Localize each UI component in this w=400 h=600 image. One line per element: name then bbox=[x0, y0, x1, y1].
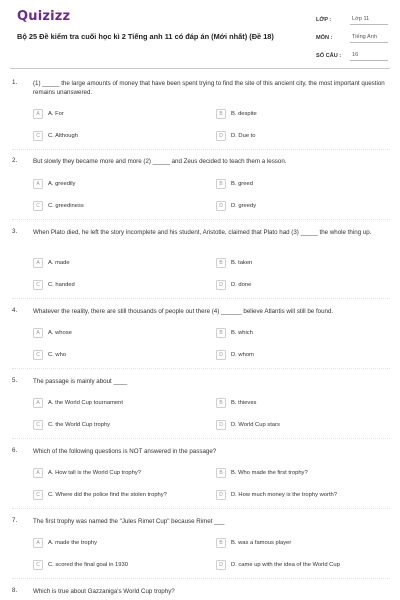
question-text: The first trophy was named the "Jules Rimet Cup" because Rimet ___ bbox=[33, 518, 225, 525]
option-a[interactable] bbox=[33, 538, 97, 548]
option-text: B. Who made the first trophy? bbox=[231, 470, 308, 476]
option-text: A. How tall is the World Cup trophy? bbox=[48, 470, 142, 476]
option-letter-box: B bbox=[216, 109, 226, 119]
question-number: 6. bbox=[12, 447, 18, 454]
meta-value: 16 bbox=[350, 51, 388, 61]
option-text: B. thieves bbox=[231, 400, 257, 406]
option-c[interactable] bbox=[33, 201, 84, 211]
meta-label: LỚP : bbox=[316, 17, 332, 23]
option-text: C. scored the final goal in 1930 bbox=[48, 562, 128, 568]
option-text: A. whose bbox=[48, 330, 72, 336]
option-letter-box: C bbox=[33, 350, 43, 360]
option-text: B. despite bbox=[231, 111, 257, 117]
header-divider bbox=[10, 68, 390, 69]
question-number: 5. bbox=[12, 377, 18, 384]
option-letter-box: D bbox=[216, 201, 226, 211]
option-text: C. who bbox=[48, 352, 67, 358]
option-b[interactable] bbox=[216, 258, 252, 268]
option-letter-box: A bbox=[33, 468, 43, 478]
option-b[interactable] bbox=[216, 538, 291, 548]
question-number: 7. bbox=[12, 517, 18, 524]
option-text: C. greediness bbox=[48, 203, 84, 209]
question-text: But slowly they became more and more (2) _____ and Zeus decided to teach them a lesson. bbox=[33, 158, 287, 165]
option-text: D. came up with the idea of the World Cup bbox=[231, 562, 340, 568]
option-text: A. For bbox=[48, 111, 64, 117]
meta-row-question-count bbox=[316, 47, 388, 65]
meta-row-class bbox=[316, 11, 388, 29]
option-text: C. handed bbox=[48, 282, 75, 288]
option-letter-box: C bbox=[33, 490, 43, 500]
meta-table bbox=[316, 11, 388, 65]
option-text: C. Where did the police find the stolen trophy? bbox=[48, 492, 167, 498]
option-letter-box: B bbox=[216, 258, 226, 268]
question-number: 2. bbox=[12, 157, 18, 164]
question-text: The passage is mainly about ____ bbox=[33, 378, 128, 385]
option-letter-box: D bbox=[216, 560, 226, 570]
option-a[interactable] bbox=[33, 468, 141, 478]
meta-label: MÔN : bbox=[316, 35, 333, 41]
option-d[interactable] bbox=[216, 560, 340, 570]
meta-value: Tiếng Anh bbox=[350, 33, 388, 43]
option-a[interactable] bbox=[33, 398, 123, 408]
question-number: 1. bbox=[12, 79, 18, 86]
option-letter-box: C bbox=[33, 280, 43, 290]
question-text: When Plato died, he left the story incomplete and his student, Aristotle, claimed that Plato had (3) _____ the whole thing up. bbox=[33, 229, 372, 236]
option-d[interactable] bbox=[216, 350, 254, 360]
option-letter-box: C bbox=[33, 201, 43, 211]
option-c[interactable] bbox=[33, 490, 167, 500]
option-c[interactable] bbox=[33, 280, 75, 290]
question-text: Whatever the reality, there are still thousands of people out there (4) ______ believe Atlantis will still be found. bbox=[33, 308, 334, 315]
option-d[interactable] bbox=[216, 490, 337, 500]
option-letter-box: D bbox=[216, 420, 226, 430]
option-b[interactable] bbox=[216, 468, 308, 478]
question-divider bbox=[12, 578, 390, 579]
question-divider bbox=[12, 149, 390, 150]
meta-label: SỐ CÂU : bbox=[316, 53, 342, 59]
option-d[interactable] bbox=[216, 201, 256, 211]
worksheet-header bbox=[0, 0, 400, 70]
option-letter-box: D bbox=[216, 131, 226, 141]
option-b[interactable] bbox=[216, 179, 253, 189]
question-number: 4. bbox=[12, 307, 18, 314]
option-letter-box: B bbox=[216, 179, 226, 189]
option-letter-box: C bbox=[33, 420, 43, 430]
option-a[interactable] bbox=[33, 109, 64, 119]
option-b[interactable] bbox=[216, 398, 256, 408]
option-a[interactable] bbox=[33, 258, 70, 268]
question-number: 3. bbox=[12, 228, 18, 235]
option-text: A. the World Cup tournament bbox=[48, 400, 123, 406]
option-d[interactable] bbox=[216, 420, 280, 430]
page-title: Bộ 25 Đề kiểm tra cuối học kì 2 Tiếng anh 11 có đáp án (Mới nhất) (Đề 18) bbox=[17, 32, 274, 41]
option-text: D. World Cup stars bbox=[231, 422, 280, 428]
option-letter-box: A bbox=[33, 398, 43, 408]
option-text: D. greedy bbox=[231, 203, 257, 209]
option-text: B. which bbox=[231, 330, 253, 336]
option-letter-box: A bbox=[33, 538, 43, 548]
option-text: B. was a famous player bbox=[231, 540, 292, 546]
option-b[interactable] bbox=[216, 109, 257, 119]
option-letter-box: A bbox=[33, 258, 43, 268]
question-divider bbox=[12, 368, 390, 369]
option-letter-box: C bbox=[33, 131, 43, 141]
option-letter-box: B bbox=[216, 328, 226, 338]
meta-value: Lớp 11 bbox=[350, 15, 388, 25]
option-letter-box: B bbox=[216, 398, 226, 408]
option-d[interactable] bbox=[216, 131, 256, 141]
option-c[interactable] bbox=[33, 560, 128, 570]
option-text: B. taken bbox=[231, 260, 253, 266]
option-c[interactable] bbox=[33, 420, 110, 430]
option-text: A. made bbox=[48, 260, 70, 266]
question-number: 8. bbox=[12, 587, 18, 594]
meta-row-subject bbox=[316, 29, 388, 47]
option-a[interactable] bbox=[33, 328, 72, 338]
option-text: D. done bbox=[231, 282, 252, 288]
option-b[interactable] bbox=[216, 328, 253, 338]
option-d[interactable] bbox=[216, 280, 251, 290]
question-divider bbox=[12, 438, 390, 439]
question-text: (1) _____ the large amounts of money that have been spent trying to find the site of this ancient city, the most important question remains unanswered. bbox=[33, 80, 385, 97]
option-letter-box: D bbox=[216, 280, 226, 290]
quizizz-logo: Quizizz bbox=[17, 9, 71, 24]
option-text: A. greedily bbox=[48, 181, 76, 187]
option-text: D. whom bbox=[231, 352, 254, 358]
option-text: A. made the trophy bbox=[48, 540, 97, 546]
option-letter-box: A bbox=[33, 328, 43, 338]
option-text: D. How much money is the trophy worth? bbox=[231, 492, 337, 498]
option-letter-box: D bbox=[216, 490, 226, 500]
option-letter-box: A bbox=[33, 179, 43, 189]
option-letter-box: B bbox=[216, 538, 226, 548]
option-text: C. Although bbox=[48, 133, 78, 139]
option-letter-box: C bbox=[33, 560, 43, 570]
question-divider bbox=[12, 219, 390, 220]
question-divider bbox=[12, 508, 390, 509]
question-text: Which is true about Gazzaniga's World Cup trophy? bbox=[33, 588, 175, 595]
option-text: C. the World Cup trophy bbox=[48, 422, 111, 428]
option-letter-box: D bbox=[216, 350, 226, 360]
option-c[interactable] bbox=[33, 350, 66, 360]
option-letter-box: A bbox=[33, 109, 43, 119]
option-c[interactable] bbox=[33, 131, 78, 141]
option-text: B. greed bbox=[231, 181, 253, 187]
option-a[interactable] bbox=[33, 179, 75, 189]
option-letter-box: B bbox=[216, 468, 226, 478]
question-divider bbox=[12, 298, 390, 299]
question-text: Which of the following questions is NOT answered in the passage? bbox=[33, 448, 217, 455]
option-text: D. Due to bbox=[231, 133, 256, 139]
